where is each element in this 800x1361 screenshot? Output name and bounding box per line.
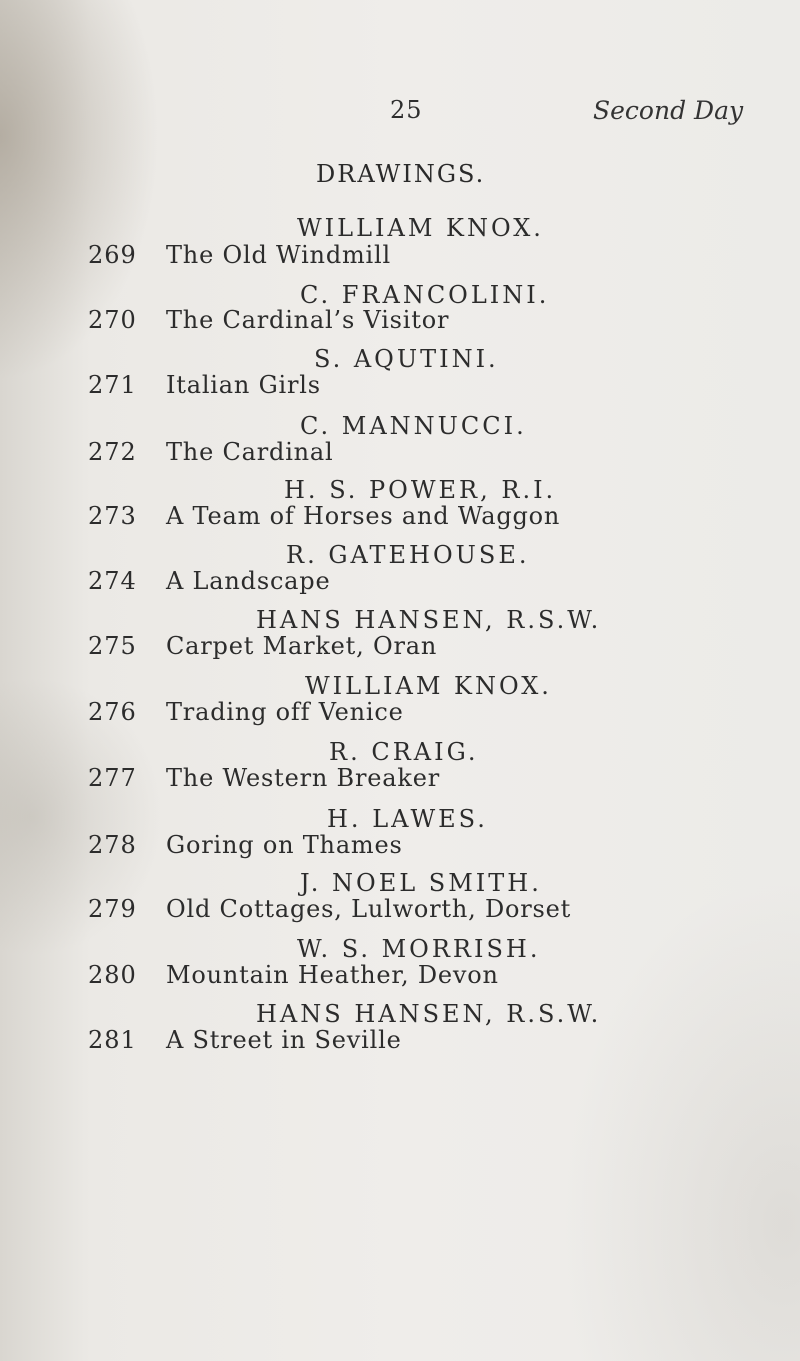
lot-number: 277 [88, 764, 137, 792]
lot-entry [88, 632, 437, 660]
lot-title: A Landscape [166, 567, 331, 595]
artist-name: W. S. MORRISH. [297, 935, 541, 963]
lot-title: Trading off Venice [166, 698, 404, 726]
lot-number: 273 [88, 502, 137, 530]
lot-title: The Cardinal [166, 438, 334, 466]
artist-name: S. AQUTINI. [314, 345, 499, 373]
lot-title: The Old Windmill [166, 241, 391, 269]
lot-entry [88, 371, 321, 399]
lot-title: Goring on Thames [166, 831, 403, 859]
artist-name: HANS HANSEN, R.S.W. [256, 1000, 602, 1028]
page-number: 25 [390, 96, 423, 124]
lot-title: Italian Girls [166, 371, 321, 399]
lot-entry [88, 567, 330, 595]
lot-entry [88, 502, 560, 530]
lot-entry [88, 241, 391, 269]
lot-number: 279 [88, 895, 137, 923]
lot-number: 280 [88, 961, 137, 989]
lot-number: 278 [88, 831, 137, 859]
artist-name: WILLIAM KNOX. [305, 672, 552, 700]
lot-number: 275 [88, 632, 137, 660]
lot-title: Old Cottages, Lulworth, Dorset [166, 895, 572, 923]
artist-name: WILLIAM KNOX. [297, 214, 544, 242]
artist-name: R. CRAIG. [329, 738, 479, 766]
lot-title: Carpet Market, Oran [166, 632, 438, 660]
lot-number: 276 [88, 698, 137, 726]
lot-entry [88, 831, 403, 859]
lot-number: 272 [88, 438, 137, 466]
lot-entry [88, 961, 499, 989]
artist-name: R. GATEHOUSE. [286, 541, 530, 569]
lot-number: 269 [88, 241, 137, 269]
lot-number: 270 [88, 306, 137, 334]
artist-name: C. FRANCOLINI. [300, 281, 550, 309]
lot-entry [88, 306, 449, 334]
lot-title: The Cardinal’s Visitor [166, 306, 450, 334]
lot-entry [88, 895, 571, 923]
lot-entry [88, 438, 334, 466]
artist-name: C. MANNUCCI. [300, 412, 527, 440]
artist-name: H. S. POWER, R.I. [284, 476, 557, 504]
lot-title: Mountain Heather, Devon [166, 961, 499, 989]
artist-name: J. NOEL SMITH. [300, 869, 542, 897]
artist-name: H. LAWES. [327, 805, 488, 833]
lot-entry [88, 698, 404, 726]
day-heading: Second Day [593, 96, 744, 125]
lot-title: A Street in Seville [166, 1026, 402, 1054]
lot-entry [88, 1026, 402, 1054]
lot-number: 274 [88, 567, 137, 595]
section-title: DRAWINGS. [316, 160, 486, 188]
lot-title: A Team of Horses and Waggon [166, 502, 561, 530]
lot-number: 271 [88, 371, 137, 399]
lot-title: The Western Breaker [166, 764, 440, 792]
artist-name: HANS HANSEN, R.S.W. [256, 606, 602, 634]
lot-number: 281 [88, 1026, 137, 1054]
lot-entry [88, 764, 440, 792]
